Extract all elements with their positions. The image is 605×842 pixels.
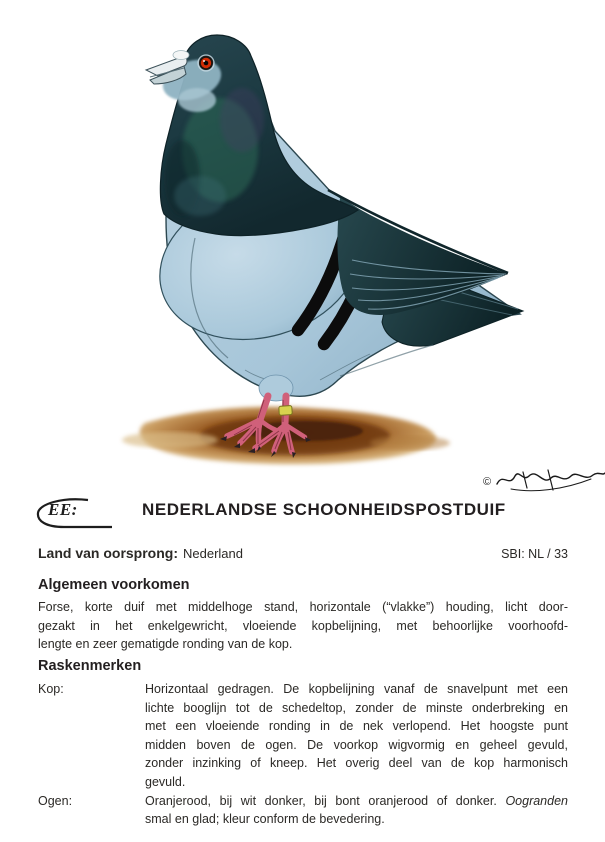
artist-signature	[483, 464, 605, 496]
definition-text: Oranjerood, bij wit donker, bij bont oranjerood of donker.	[145, 793, 506, 808]
raskenmerken-entries	[38, 680, 568, 829]
definition-line: zonder inzinking of kneep. Het overig deel van de kop harmonisch	[145, 756, 568, 771]
algemeen-paragraph	[38, 598, 568, 654]
origin-value: Nederland	[183, 546, 243, 561]
leg-band	[279, 406, 293, 416]
entry-ogen	[38, 792, 568, 829]
pigeon-illustration	[100, 28, 525, 488]
entry-definition	[145, 680, 568, 792]
definition-line	[145, 792, 568, 811]
definition-line: Horizontaal gedragen. De kopbelijning vanaf de snavelpunt met een	[145, 682, 568, 696]
origin-row	[38, 545, 568, 565]
sbi-code: SBI: NL / 33	[501, 547, 568, 561]
cere	[173, 51, 189, 60]
definition-line: lichte booglijn tot de schedeltop, zonder de minste onderbreking en	[145, 700, 568, 715]
definition-line: midden boven de ogen. De voorkop wigvormig en geheel gevuld,	[145, 737, 568, 752]
ee-logo	[32, 496, 114, 534]
entry-term: Ogen:	[38, 793, 73, 808]
section-heading-algemeen: Algemeen voorkomen	[38, 577, 190, 593]
page-header	[0, 494, 605, 534]
definition-line: gevuld.	[145, 774, 186, 789]
entry-kop	[38, 680, 568, 792]
definition-text-italic: Oogranden	[505, 793, 568, 808]
entry-term: Kop:	[38, 682, 64, 696]
section-heading-raskenmerken: Raskenmerken	[38, 658, 142, 674]
page-title: NEDERLANDSE SCHOONHEIDSPOSTDUIF	[142, 500, 506, 519]
paragraph-line: lengte en zeer gematigde ronding van de kop.	[38, 637, 293, 652]
definition-line: smal en glad; kleur conform de bevedering.	[145, 812, 385, 827]
copyright-symbol: ©	[483, 476, 492, 488]
paragraph-line: gezakt in het enkelgewricht, vloeiende kopbelijning, met behoorlijke voorhoofd-	[38, 618, 568, 633]
signature-squiggle	[493, 466, 605, 494]
definition-line: met een vloeiende ronding in de nek verlopend. Het hoogste punt	[145, 719, 568, 734]
paragraph-line: Forse, korte duif met middelhoge stand, horizontale (“vlakke”) houding, licht door-	[38, 600, 568, 614]
eye	[198, 55, 214, 71]
origin-label: Land van oorsprong:	[38, 545, 178, 561]
entry-definition	[145, 792, 568, 829]
ee-label: EE:	[48, 500, 78, 519]
pigeon-drawing	[100, 28, 525, 478]
